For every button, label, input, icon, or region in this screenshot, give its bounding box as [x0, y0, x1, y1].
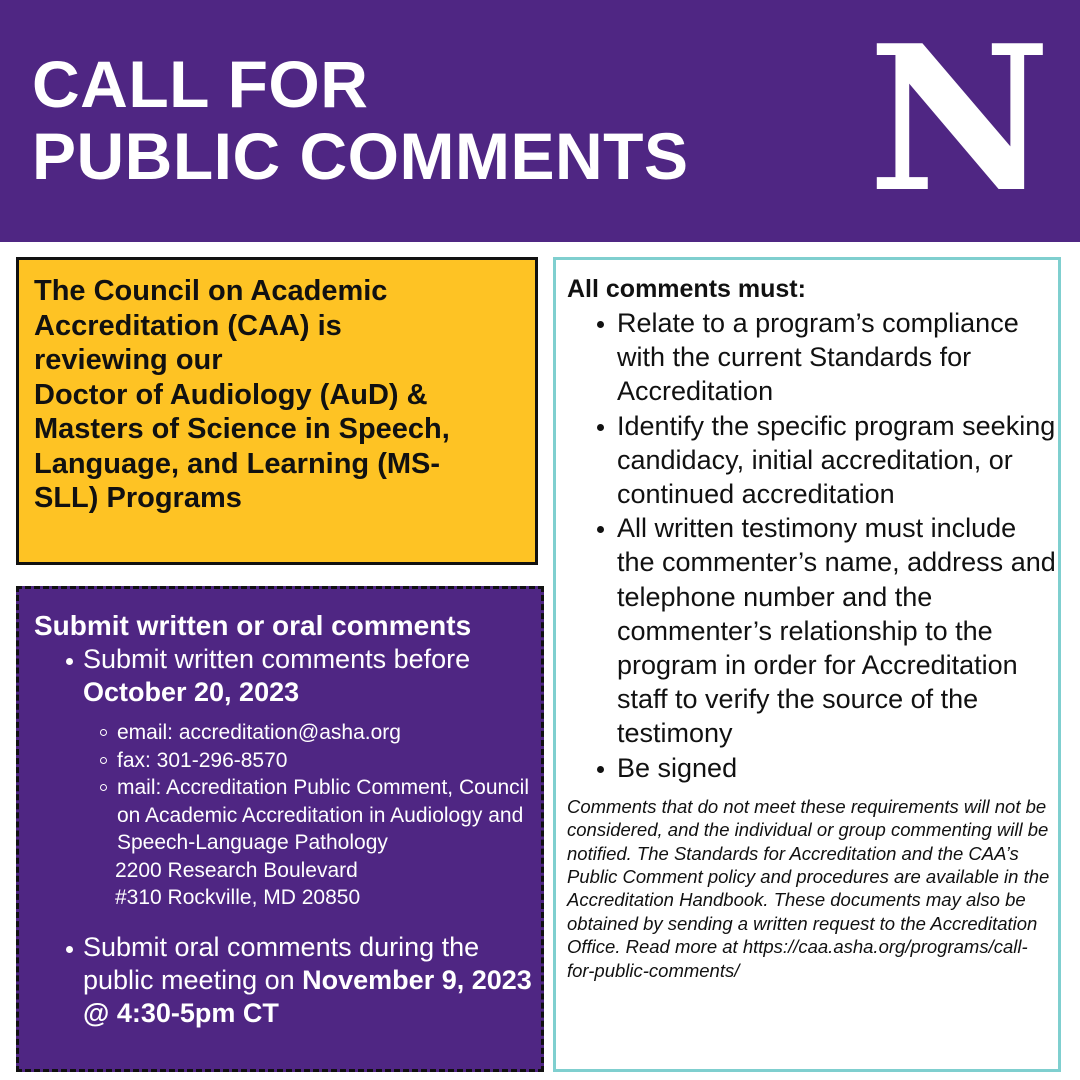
- title-line-1: CALL FOR: [32, 47, 369, 121]
- page-title: [32, 48, 688, 192]
- mail-address-line: #310 Rockville, MD 20850: [115, 886, 361, 909]
- review-line: The Council on Academic: [34, 275, 388, 307]
- written-comments-text: Submit written comments before: [83, 644, 471, 674]
- review-line: reviewing our: [34, 344, 223, 376]
- review-notice-box: [16, 257, 538, 565]
- written-deadline: October 20, 2023: [83, 677, 300, 707]
- oral-comments-item: [34, 931, 541, 1030]
- requirement-item: All written testimony must include the commenter’s name, address and telephone number and the commenter’s relationship to the program in order for Accreditation staff to verify the source of the testimony: [567, 511, 1058, 750]
- header-banner: [0, 0, 1080, 242]
- fax-method: fax: 301-296-8570: [83, 747, 541, 775]
- mail-method: mail: Accreditation Public Comment, Council on Academic Accreditation in Audiology and Speech-Language Pathology: [83, 774, 541, 857]
- northwestern-logo: N: [868, 2, 1051, 237]
- requirements-list: [567, 306, 1058, 785]
- oral-comments-text: Submit oral comments during the public meeting on: [83, 931, 480, 995]
- review-line: SLL) Programs: [34, 482, 242, 514]
- review-line: Accreditation (CAA) is: [34, 309, 342, 342]
- requirements-note: Comments that do not meet these requirements will not be considered, and the individual or group commenting will be notified. The Standards for Accreditation and the CAA’s Public Comment policy and procedures are available in the Accreditation Handbook. These documents may also be obtained by sending a written request to the Accreditation Office. Read more at https://caa.asha.org/programs/call-for-public-comments/: [567, 795, 1050, 981]
- email-method: email: accreditation@asha.org: [83, 719, 541, 747]
- requirement-item: Be signed: [567, 751, 1058, 785]
- review-line: Masters of Science in Speech,: [34, 413, 450, 445]
- oral-meeting-date: November 9, 2023 @ 4:30-5pm CT: [83, 964, 532, 1028]
- submit-heading: Submit written or oral comments: [34, 610, 472, 641]
- review-line: Doctor of Audiology (AuD) &: [34, 378, 428, 411]
- requirements-box: [553, 257, 1061, 1072]
- title-line-2: PUBLIC COMMENTS: [32, 119, 689, 193]
- written-comments-item: [34, 643, 541, 912]
- submission-methods: [83, 719, 541, 857]
- mail-address-line: 2200 Research Boulevard: [115, 858, 358, 882]
- requirement-item: Relate to a program’s compliance with the current Standards for Accreditation: [567, 306, 1058, 409]
- submit-list: [34, 643, 541, 1030]
- review-line: Language, and Learning (MS-: [34, 447, 441, 480]
- requirement-item: Identify the specific program seeking candidacy, initial accreditation, or continued accreditation: [567, 409, 1058, 512]
- submit-comments-box: [16, 586, 544, 1072]
- requirements-heading: All comments must:: [567, 275, 806, 303]
